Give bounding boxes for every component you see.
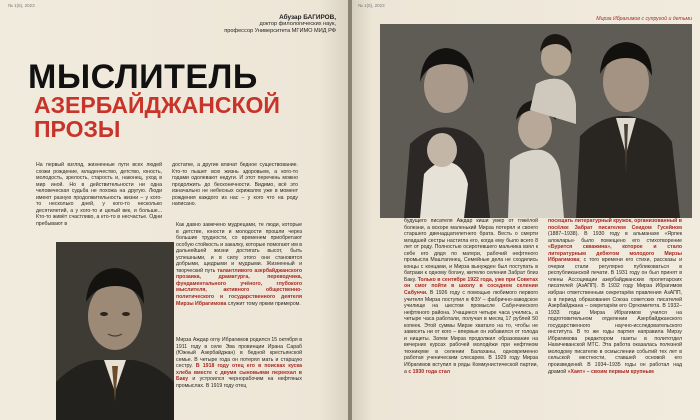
page-number: № 1(5), 2023 xyxy=(358,3,385,8)
highlighted-text: «Бурится скважина», которое и стало литературным дебютом молодого Мирзы Ибрагимова xyxy=(548,244,682,264)
highlighted-text: талантливого азербайджанского прозаика, драматурга, переводчика, фундаментального учёного, глубокого мыслителя, активного общественно-политического и государственного деятеля Мирзы Ибрагимова xyxy=(176,267,303,307)
highlighted-text: Только в сентябре 1922 года, уже при Советах он смог пойти в школу в соседнем селении Сабунчи. xyxy=(404,276,538,297)
article-title-line-1: МЫСЛИТЕЛЬ xyxy=(28,58,258,96)
body-text: В 1926 году с помощью любимого первого учителя Мирза поступил в ФЗУ – фабрично-заводское училище на шестом промысле Сабунчинского нефтяного района. Учащиеся четыре часа учились, а четыре часа работали, получая в месяц 17 рублей 50 копеек. Этой суммы Мирзе хватало на то, чтобы не зависеть ни от кого – впервые он избавился от голода и нищеты. Затем Мирза продолжил образование на вечерних курсах рабочей молодёжи при нефтяном техникуме в селении Балаханы, одновременно работая ученическим слесарем. В 1929 году Мирза Ибрагимов вступил в ряды Коммунистической партии, а xyxy=(404,290,538,375)
article-title-line-3: ПРОЗЫ xyxy=(34,116,121,142)
body-text: Как давно замечено мудрецами, те люди, которые в детстве, юности и молодости прошли через большие трудности, со временем приобретают особую стойкость и закалку, которые помогают им в дальнейшей жизни достигать высот, быть успешными, и в силу этого они становятся добрыми, щедрыми и мудрыми. Жизненный и творческий путь xyxy=(176,222,302,274)
body-text: ; с того времени его стихи, рассказы и очерки стали регулярно публиковаться в республиканской печати. В 1931 году он был принят в члены Ассоциации азербайджанских пролетарских писателей (АзАПП). В 1932 году Мирза Ибрагимов избран ответственным секретарём правления АзАПП, а в период образования Союза советских писателей Азербайджана – секретарём его Оргкомитета. В 1932–1933 годы Мирза Ибрагимов учился на подготовительном отделении Азербайджанского государственного научно-исследовательского института. В то же годы партия направила Мирзу Ибрагимова редактором газеты в политотдел Нахичеванской МТС. Эта работа оказалась полезной молодому писателю в осмыслении событий тех лет в сельской местности, ставшей основой его произведений. В 1934–1935 годы он работал над драмой xyxy=(548,257,682,375)
author-role: доктор филологических наук, xyxy=(259,21,336,28)
body-column-1: На первый взгляд, жизненные пути всех людей схожи рождение, младенчество, детство, юность, молодость, зрелость, старость и, наконец, уход в мир иной. Но в действительности ни одна человеческая судьба не похожа на другую. Люди имеют разную продолжительность жизни – у кого-то несколько дней, у кого-то несколько десятилетий, а у кого-то и целый век, и больше... Кто-то живёт счастливо, а кто-то в несчастье. Одни пребывают в xyxy=(36,162,162,227)
highlighted-text: «Хаят» – своим первым крупным xyxy=(567,368,654,375)
body-text: служит тому ярким примером. xyxy=(226,300,301,307)
author-affiliation: профессор Университета МГИМО МИД РФ xyxy=(224,28,336,35)
byline xyxy=(146,14,336,36)
body-column-3 xyxy=(404,218,538,375)
body-text: и устроился чернорабочим на нефтяных промыслах. В 1919 году отец xyxy=(176,376,302,389)
body-column-4 xyxy=(548,218,682,375)
page-number: № 1(5), 2023 xyxy=(8,3,35,8)
family-photo xyxy=(380,24,692,218)
highlighted-text: В 1918 году отец его в поисках куска хлеба вместе с двумя сыновьями переехал в Баку xyxy=(176,363,302,383)
author-name: Абузар БАГИРОВ, xyxy=(279,14,336,21)
body-text: (1887–1938). В 1930 году в альманахе «Ярпек алоклары» было помещено его стихотворение xyxy=(548,231,682,244)
article-title-line-2: АЗЕРБАЙДЖАНСКОЙ xyxy=(34,92,280,118)
highlighted-text: посещать литературный кружок, организованный в посёлке Забрат писателем Сеидом Гусейном xyxy=(548,218,682,231)
body-text: будущего писателя Аждар киши умер от тяжёлой болезни, а вскоре маленький Мирза потерял и своего старшего двенадцатилетнего брата. Весть о смерти младшей сестры настигла его, когда ему было всего 8 лет от роду. Полностью осиротевшего мальчика взял к себе его дядя по матери, рабочий нефтяного промысла Маштагинец. Семейные дела не сходились концы с концами, и Мирза вынужден был поступать в батраки к одному богачу, жителю селения Забрат близ Баку. xyxy=(404,218,538,283)
body-text: Мирза Аждар оглу Ибрагимов родился 15 октября в 1911 году в селе Эва провинции Ирана Сараб (Южный Азербайджан) в бедной крестьянской семье. В четыре года он потерял мать и старшую сестру. xyxy=(176,337,302,370)
highlighted-text: с 1930 года стал xyxy=(408,368,451,375)
portrait-photo xyxy=(56,242,174,420)
body-paragraph-4 xyxy=(176,337,302,389)
right-page xyxy=(352,0,700,420)
left-page xyxy=(0,0,348,420)
photo-caption: Мирза Ибрагимов с супругой и детьми xyxy=(596,16,692,22)
body-column-2: достатке, а другие влачат бедное существование. Кто-то пышет всю жизнь здоровьем, а кого-то годами одолевают недуги. И этот перечень можно продолжить до бесконечности. Видимо, всё это изначально не небесных скрижалях уже в момент рождения каждого из нас – у кого что на роду написано. xyxy=(172,162,298,208)
body-paragraph-3 xyxy=(176,222,302,307)
